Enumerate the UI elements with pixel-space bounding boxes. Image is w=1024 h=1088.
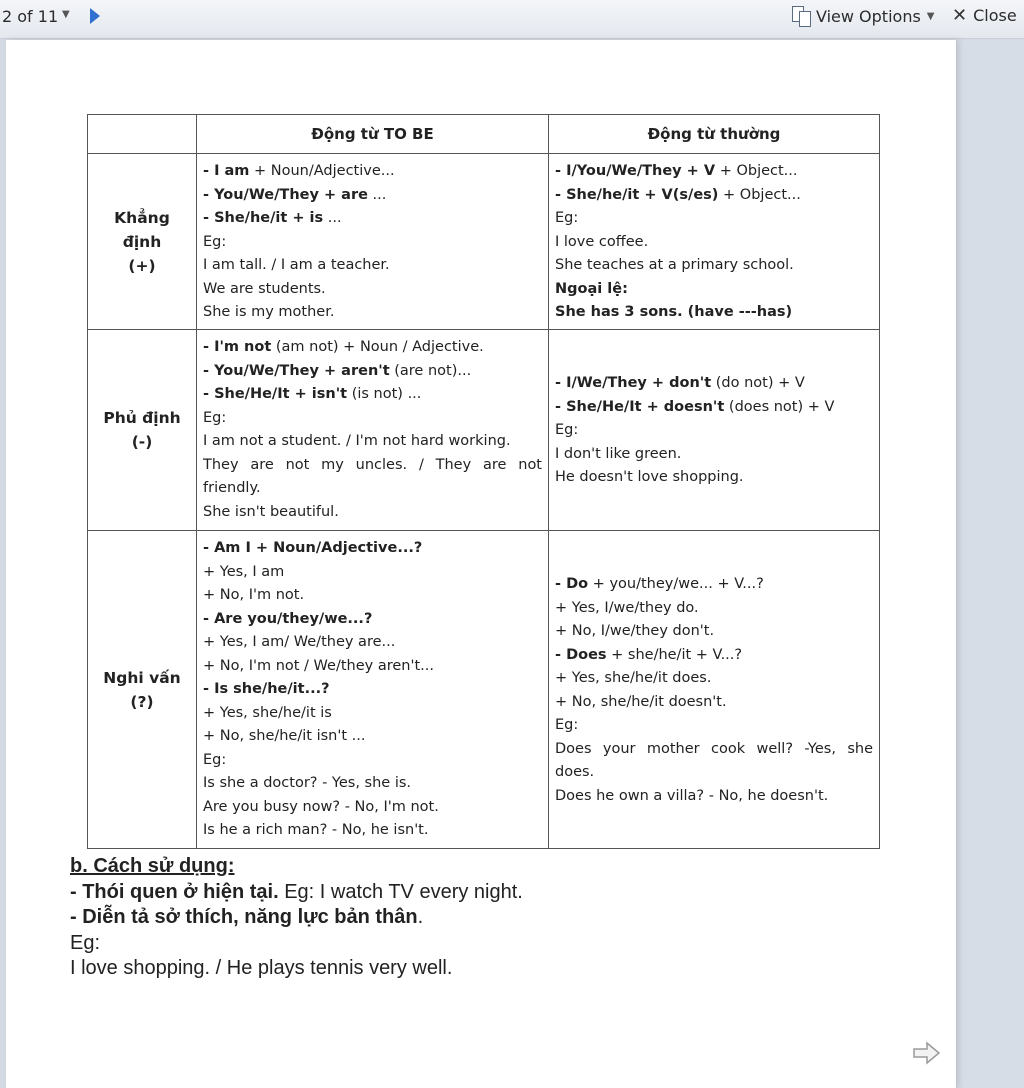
plain-text: I am tall. / I am a teacher.	[203, 257, 390, 273]
row-label	[88, 154, 197, 330]
row-label-line: (+)	[128, 256, 156, 275]
plain-text: ...	[367, 186, 387, 203]
plain-text: He doesn't love shopping.	[555, 469, 744, 486]
table-row-negative	[88, 330, 880, 531]
table-header-tobe: Động từ TO BE	[197, 115, 549, 154]
plain-text: Eg:	[555, 717, 579, 733]
row-label-line: Phủ định	[103, 409, 181, 427]
view-options-button[interactable]	[792, 6, 935, 26]
plain-text: She teaches at a primary school.	[555, 257, 794, 273]
row-label	[88, 531, 197, 849]
bold-text: - Does	[555, 646, 607, 663]
bold-text: - She/He/It + isn't	[203, 386, 348, 402]
table-header-row	[88, 115, 880, 154]
bold-text: - She/he/it + is	[203, 210, 324, 226]
row-label-line: Khẳng	[114, 208, 170, 227]
close-icon: ✕	[952, 4, 968, 26]
plain-text: Is she a doctor? - Yes, she is.	[203, 775, 412, 791]
plain-text: Eg: I watch TV every night.	[278, 880, 523, 903]
tobe-line	[203, 383, 542, 407]
plain-text: Eg:	[555, 210, 579, 226]
tobe-line	[203, 655, 542, 679]
plain-text: I don't like green.	[555, 445, 682, 462]
row-label-line: Nghi vấn	[103, 668, 181, 687]
plain-text: I love shopping. / He plays tennis very well.	[70, 957, 453, 979]
close-button[interactable]	[952, 6, 1017, 25]
document-page	[6, 40, 956, 1088]
regular-line	[555, 184, 873, 208]
bold-text: - I/You/We/They + V	[555, 163, 716, 179]
plain-text: (are not)...	[389, 362, 472, 379]
page-counter[interactable]	[2, 7, 70, 26]
bold-text: - She/He/It + doesn't	[555, 398, 725, 415]
tobe-cell	[197, 154, 549, 330]
plain-text: They are not my uncles. / They are not friendly.	[203, 456, 542, 496]
view-options-icon	[792, 6, 810, 26]
bold-text: - Do	[555, 576, 589, 592]
tobe-line	[203, 278, 542, 302]
regular-line	[555, 691, 873, 715]
tobe-line	[203, 254, 542, 278]
plain-text: Are you busy now? - No, I'm not.	[203, 798, 439, 815]
plain-text: + No, I'm not.	[203, 587, 305, 603]
tobe-cell	[197, 330, 549, 531]
plain-text: + Object...	[718, 186, 801, 203]
regular-line	[555, 278, 873, 302]
plain-text: + Yes, she/he/it does.	[555, 670, 712, 686]
plain-text: Does your mother cook well? -Yes, she does.	[555, 740, 873, 780]
plain-text: (do not) + V	[711, 375, 805, 392]
tobe-line	[203, 301, 542, 325]
plain-text: (is not) ...	[347, 386, 422, 402]
bold-text: She has 3 sons. (have ---has)	[555, 304, 793, 320]
bold-text: - Thói quen ở hiện tại.	[70, 880, 279, 903]
tobe-line	[203, 184, 542, 208]
plain-text: + No, she/he/it isn't ...	[203, 728, 366, 744]
bold-text: - Are you/they/we...?	[203, 610, 373, 627]
chevron-down-icon[interactable]: ▼	[62, 9, 70, 20]
regular-line	[555, 620, 873, 644]
plain-text: (am not) + Noun / Adjective.	[271, 339, 484, 355]
close-label: Close	[973, 6, 1017, 25]
page-margin-background	[957, 40, 1024, 1088]
regular-line	[555, 231, 873, 255]
tobe-line	[203, 678, 542, 702]
plain-text: (does not) + V	[724, 398, 835, 415]
tobe-line	[203, 207, 542, 231]
bold-text: - Am I + Noun/Adjective...?	[203, 540, 423, 556]
tobe-line	[203, 584, 542, 608]
reading-toolbar	[0, 0, 1024, 39]
tobe-line	[203, 772, 542, 796]
plain-text: ...	[323, 210, 342, 226]
plain-text: Is he a rich man? - No, he isn't.	[203, 822, 429, 838]
tobe-line	[203, 537, 542, 561]
regular-line	[555, 466, 873, 490]
tobe-line	[203, 231, 542, 255]
tobe-line	[203, 702, 542, 726]
plain-text: + No, I/we/they don't.	[555, 623, 715, 639]
plain-text: .	[417, 906, 424, 928]
next-page-arrow-icon[interactable]	[90, 8, 100, 24]
tobe-line	[203, 749, 542, 773]
regular-line	[555, 597, 873, 621]
bold-text: - I/We/They + don't	[555, 375, 712, 392]
usage-section	[70, 854, 930, 982]
regular-line	[555, 419, 873, 443]
plain-text: + Object...	[715, 163, 798, 179]
row-label-line: (?)	[130, 692, 154, 711]
plain-text: Eg:	[555, 422, 579, 439]
plain-text: + Yes, I/we/they do.	[555, 599, 699, 616]
bold-text: - I am	[203, 163, 250, 179]
tobe-line	[203, 454, 542, 501]
plain-text: She isn't beautiful.	[203, 503, 339, 520]
regular-line	[555, 714, 873, 738]
plain-text: + Yes, she/he/it is	[203, 704, 332, 721]
usage-line	[70, 931, 930, 957]
usage-line	[70, 905, 930, 931]
regular-line	[555, 301, 873, 325]
row-label-line: (-)	[131, 433, 153, 451]
regular-line	[555, 396, 873, 420]
tobe-cell	[197, 531, 549, 849]
plain-text: We are students.	[203, 280, 326, 297]
view-options-label: View Options	[816, 6, 921, 26]
plain-text: Eg:	[203, 233, 227, 250]
plain-text: + Yes, I am	[203, 563, 285, 580]
plain-text: Does he own a villa? - No, he doesn't.	[555, 787, 829, 804]
row-label-line: định	[122, 232, 162, 251]
tobe-line	[203, 631, 542, 655]
tobe-line	[203, 430, 542, 454]
regular-line	[555, 785, 873, 809]
table-row-interrogative	[88, 531, 880, 849]
plain-text: I love coffee.	[555, 233, 649, 250]
table-header-regular: Động từ thường	[549, 115, 880, 154]
regular-line	[555, 254, 873, 278]
regular-verb-cell	[549, 154, 880, 330]
tobe-line	[203, 160, 542, 184]
bold-text: Ngoại lệ:	[555, 280, 628, 297]
regular-line	[555, 667, 873, 691]
table-row-affirmative	[88, 154, 880, 330]
tobe-line	[203, 336, 542, 360]
tobe-line	[203, 501, 542, 525]
tobe-line	[203, 819, 542, 843]
bold-text: - Diễn tả sở thích, năng lực bản thân	[70, 906, 418, 928]
plain-text: Eg:	[203, 751, 227, 768]
regular-verb-cell	[549, 330, 880, 531]
bold-text: - You/We/They + are	[203, 186, 368, 203]
plain-text: + you/they/we... + V...?	[588, 576, 764, 592]
regular-line	[555, 738, 873, 785]
regular-line	[555, 372, 873, 396]
plain-text: Eg:	[203, 409, 227, 426]
tobe-line	[203, 561, 542, 585]
bold-text: - Is she/he/it...?	[203, 681, 330, 697]
tobe-line	[203, 360, 542, 384]
usage-line	[70, 880, 930, 906]
regular-line	[555, 207, 873, 231]
tobe-line	[203, 796, 542, 820]
next-page-arrow-icon[interactable]	[912, 1040, 942, 1066]
regular-line	[555, 443, 873, 467]
page-counter-text: 2 of 11	[2, 7, 59, 26]
usage-line	[70, 956, 930, 982]
plain-text: I am not a student. / I'm not hard working.	[203, 433, 511, 449]
regular-line	[555, 644, 873, 668]
grammar-table	[87, 114, 880, 849]
bold-text: - I'm not	[203, 339, 272, 355]
plain-text: Eg:	[70, 931, 101, 954]
table-header-corner	[88, 115, 197, 154]
regular-line	[555, 573, 873, 597]
row-label	[88, 330, 197, 531]
plain-text: + she/he/it + V...?	[606, 646, 743, 663]
tobe-line	[203, 608, 542, 632]
plain-text: She is my mother.	[203, 304, 335, 320]
tobe-line	[203, 725, 542, 749]
bold-text: - You/We/They + aren't	[203, 362, 390, 379]
chevron-down-icon: ▼	[926, 10, 935, 22]
usage-heading: b. Cách sử dụng:	[70, 855, 235, 877]
bold-text: - She/he/it + V(s/es)	[555, 186, 719, 203]
tobe-line	[203, 407, 542, 431]
plain-text: + Yes, I am/ We/they are...	[203, 634, 396, 650]
plain-text: + Noun/Adjective...	[249, 163, 395, 179]
regular-verb-cell	[549, 531, 880, 849]
plain-text: + No, she/he/it doesn't.	[555, 693, 727, 710]
plain-text: + No, I'm not / We/they aren't...	[203, 657, 434, 674]
regular-line	[555, 160, 873, 184]
